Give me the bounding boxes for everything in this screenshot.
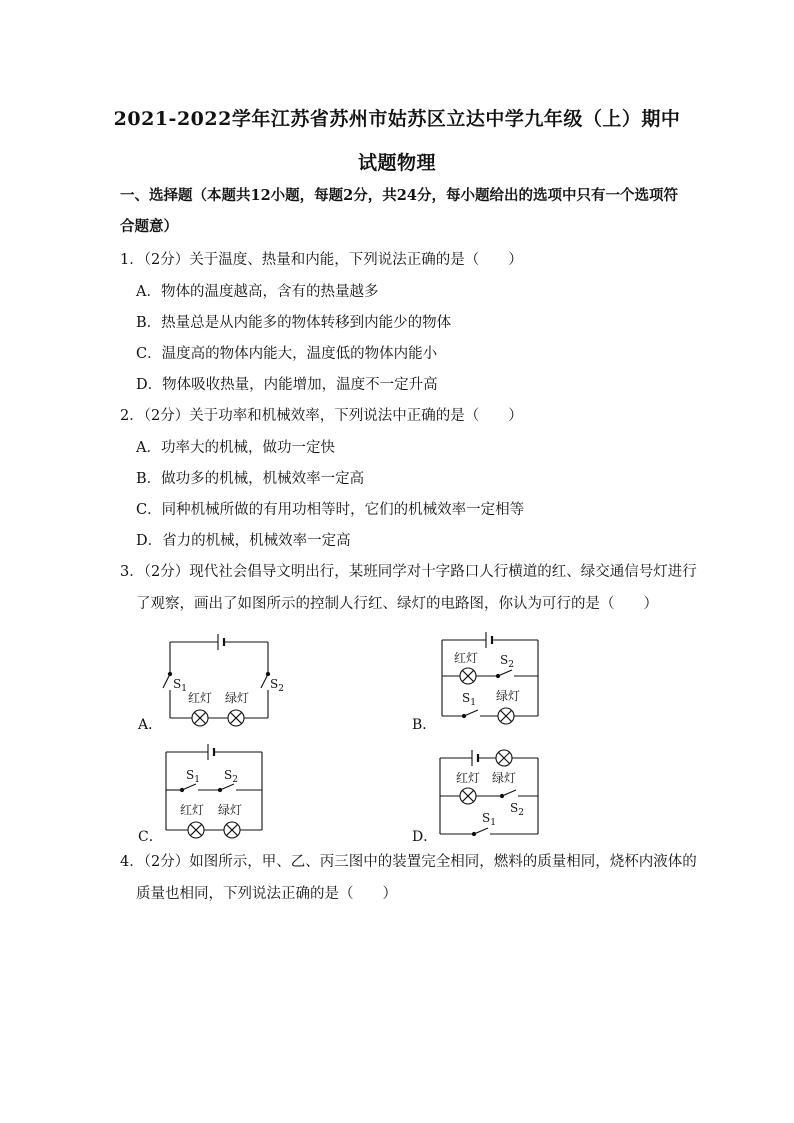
question-1-option-d: D．物体吸收热量，内能增加，温度不一定升高 xyxy=(136,377,438,393)
exam-title-line2: 试题物理 xyxy=(357,152,436,174)
circuit-a-s2-label: $S_2$ xyxy=(270,677,284,694)
question-1-option-b: B．热量总是从内能多的物体转移到内能少的物体 xyxy=(136,315,452,331)
question-2-option-c: C．同种机械所做的有用功相等时，它们的机械效率一定相等 xyxy=(136,502,525,518)
circuit-b-label: B． xyxy=(412,717,437,733)
question-1-option-c: C．温度高的物体内能大，温度低的物体内能小 xyxy=(136,346,438,362)
circuit-c-s1-label: $S_1$ xyxy=(186,768,200,785)
circuit-b-s2-label: $S_2$ xyxy=(500,653,514,670)
question-3-stem-line1: 3．（2分）现代社会倡导文明出行，某班同学对十字路口人行横道的红、绿交通信号灯进行 xyxy=(120,564,697,580)
circuit-c-red-lamp-label: 红灯 xyxy=(180,803,205,817)
exam-title-line1: 2021-2022学年江苏省苏州市姑苏区立达中学九年级（上）期中 xyxy=(113,108,681,130)
circuit-d-s1-label: $S_1$ xyxy=(482,811,496,828)
circuit-d-green-lamp-label: 绿灯 xyxy=(492,771,517,785)
question-4-stem-line1: 4．（2分）如图所示，甲、乙、丙三图中的装置完全相同，燃料的质量相同，烧杯内液体的 xyxy=(120,854,697,870)
circuit-diagram-d xyxy=(432,742,552,842)
circuit-a-label: A． xyxy=(138,717,163,733)
circuit-a-s1-label: $S_1$ xyxy=(173,677,187,694)
question-2-option-d: D．省力的机械，机械效率一定高 xyxy=(136,533,351,549)
question-4-stem-line2: 质量也相同，下列说法正确的是（ ） xyxy=(136,886,397,902)
circuit-b-s1-label: $S_1$ xyxy=(462,691,476,708)
question-1-stem: 1．（2分）关于温度、热量和内能，下列说法正确的是（ ） xyxy=(120,252,523,268)
circuit-b-red-lamp-label: 红灯 xyxy=(454,651,479,665)
question-2-option-b: B．做功多的机械，机械效率一定高 xyxy=(136,471,365,487)
circuit-a-green-lamp-label: 绿灯 xyxy=(225,691,250,705)
question-2-stem: 2．（2分）关于功率和机械效率，下列说法中正确的是（ ） xyxy=(120,408,523,424)
question-3-stem-line2: 了观察，画出了如图所示的控制人行红、绿灯的电路图，你认为可行的是（ ） xyxy=(136,596,658,612)
circuit-c-s2-label: $S_2$ xyxy=(224,768,238,785)
circuit-c-green-lamp-label: 绿灯 xyxy=(218,803,243,817)
circuit-diagram-c xyxy=(158,742,278,842)
circuit-diagram-a xyxy=(150,630,290,740)
question-1-option-a: A．物体的温度越高，含有的热量越多 xyxy=(136,284,379,300)
circuit-b-green-lamp-label: 绿灯 xyxy=(496,689,521,703)
section-heading: 一、选择题（本题共12小题，每题2分，共24分，每小题给出的选项中只有一个选项符合题意） xyxy=(120,187,678,235)
circuit-c-label: C． xyxy=(138,829,163,845)
question-2-option-a: A．功率大的机械，做功一定快 xyxy=(136,440,335,456)
circuit-a-red-lamp-label: 红灯 xyxy=(188,691,213,705)
circuit-diagram-b xyxy=(434,628,554,738)
circuit-d-red-lamp-label: 红灯 xyxy=(456,771,481,785)
circuit-d-label: D． xyxy=(412,829,438,845)
circuit-d-s2-label: $S_2$ xyxy=(510,801,524,818)
